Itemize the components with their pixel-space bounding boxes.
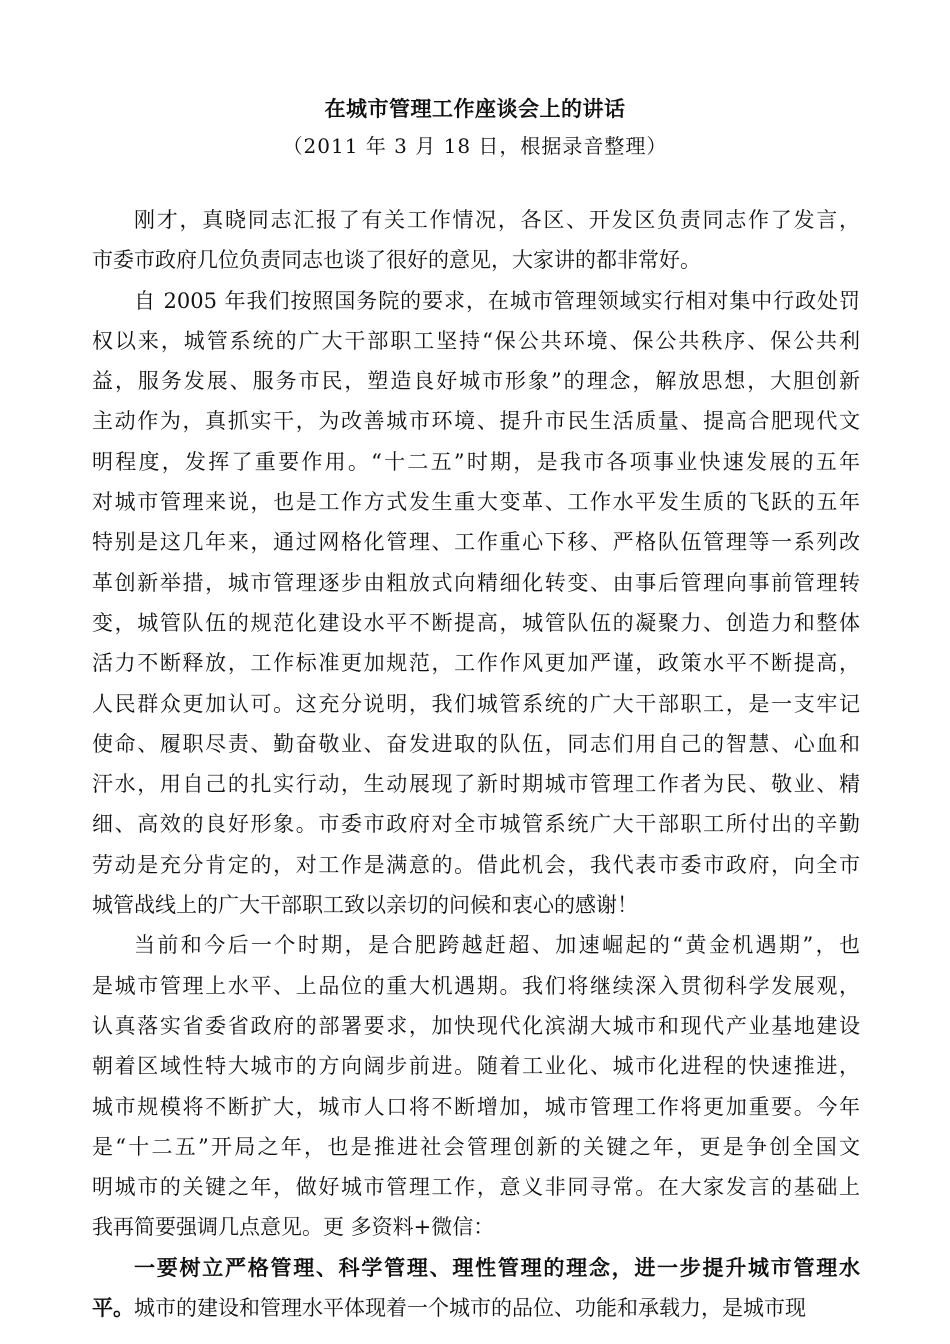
- text-line: 细、高效的良好形象。市委市政府对全市城管系统广大干部职工所付出的辛勤: [92, 812, 860, 837]
- text-line: 使命、履职尽责、勤奋敬业、奋发进取的队伍，同志们用自己的智慧、心血和: [92, 731, 860, 756]
- text-line: 明城市的关键之年，做好城市管理工作，意义非同寻常。在大家发言的基础上: [92, 1175, 860, 1200]
- text-line: 城管战线上的广大干部职工致以亲切的问候和衷心的感谢！: [92, 893, 638, 918]
- text-line: 明程度，发挥了重要作用。“十二五”时期，是我市各项事业快速发展的五年: [92, 449, 860, 474]
- text-line: 刚才，真晓同志汇报了有关工作情况，各区、开发区负责同志作了发言，: [134, 208, 860, 232]
- text-line: 朝着区域性特大城市的方向阔步前进。随着工业化、城市化进程的快速推进，: [92, 1054, 860, 1079]
- text-line: 对城市管理来说，也是工作方式发生重大变革、工作水平发生质的飞跃的五年: [92, 490, 860, 515]
- text-line: 认真落实省委省政府的部署要求，加快现代化滨湖大城市和现代产业基地建设: [92, 1013, 860, 1038]
- text-line: [92, 1288, 860, 1328]
- text-line: 变，城管队伍的规范化建设水平不断提高，城管队伍的凝聚力、创造力和整体: [92, 610, 860, 635]
- section-heading-tail: 平。: [92, 1295, 134, 1321]
- text-line: 自 2005 年我们按照国务院的要求，在城市管理领域实行相对集中行政处罚: [134, 288, 860, 313]
- text-line-tail: 城市的建设和管理水平体现着一个城市的品位、功能和承载力，是城市现: [134, 1296, 806, 1321]
- text-line: 革创新举措，城市管理逐步由粗放式向精细化转变、由事后管理向事前管理转: [92, 570, 860, 595]
- text-line: 我再简要强调几点意见。更 多资料+微信：: [92, 1215, 495, 1240]
- text-line: 特别是这几年来，通过网格化管理、工作重心下移、严格队伍管理等一系列改: [92, 530, 860, 555]
- text-line: 是城市管理上水平、上品位的重大机遇期。我们将继续深入贯彻科学发展观，: [92, 973, 860, 998]
- text-line: 益，服务发展、服务市民，塑造良好城市形象”的理念，解放思想，大胆创新: [92, 369, 860, 394]
- text-line: 人民群众更加认可。这充分说明，我们城管系统的广大干部职工，是一支牢记: [92, 691, 860, 716]
- section-heading-line: 一要树立严格管理、科学管理、理性管理的理念，进一步提升城市管理水: [134, 1254, 860, 1280]
- text-line: 劳动是充分肯定的，对工作是满意的。借此机会，我代表市委市政府，向全市: [92, 852, 860, 877]
- text-line: 权以来，城管系统的广大干部职工坚持“保公共环境、保公共秩序、保公共利: [92, 328, 860, 353]
- text-line: 当前和今后一个时期，是合肥跨越赶超、加速崛起的“黄金机遇期”，也: [134, 933, 860, 958]
- text-line: 市委市政府几位负责同志也谈了很好的意见，大家讲的都非常好。: [92, 248, 701, 273]
- document-title: 在城市管理工作座谈会上的讲话: [324, 96, 626, 121]
- text-line: 活力不断释放，工作标准更加规范，工作作风更加严谨，政策水平不断提高，: [92, 651, 860, 676]
- document-subtitle: （2011 年 3 月 18 日，根据录音整理）: [282, 134, 668, 158]
- document-body: [92, 200, 860, 1328]
- text-line: 是“十二五”开局之年，也是推进社会管理创新的关键之年，更是争创全国文: [92, 1134, 860, 1159]
- text-line: 城市规模将不断扩大，城市人口将不断增加，城市管理工作将更加重要。今年: [92, 1094, 860, 1119]
- text-line: 主动作为，真抓实干，为改善城市环境、提升市民生活质量、提高合肥现代文: [92, 409, 860, 434]
- text-line: 汗水，用自己的扎实行动，生动展现了新时期城市管理工作者为民、敬业、精: [92, 772, 860, 797]
